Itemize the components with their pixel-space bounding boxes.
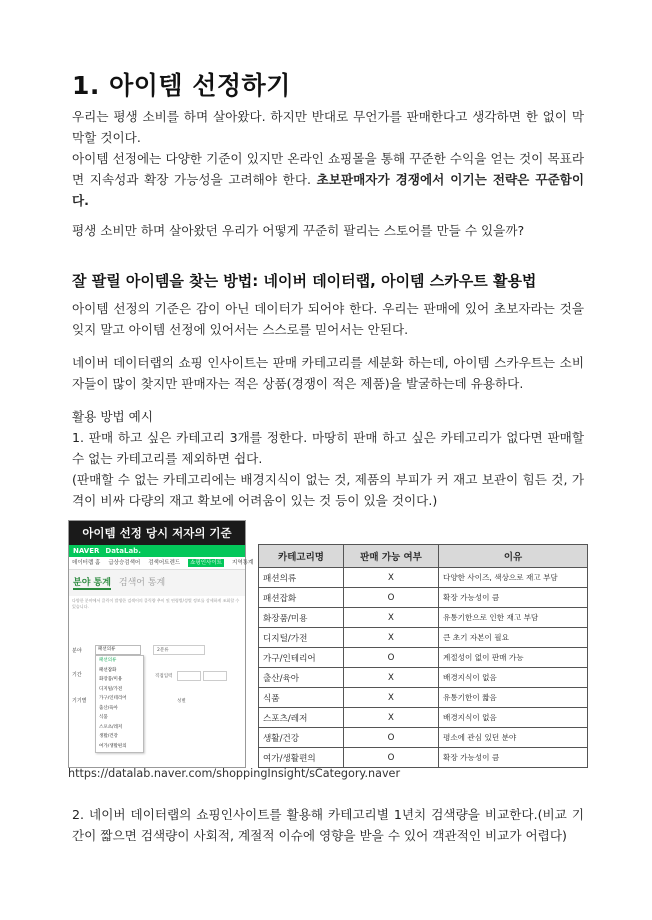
- cell-sellable: X: [344, 708, 439, 728]
- dropdown-item: 패션의류: [99, 658, 117, 663]
- menu-item: 검색어트렌드: [148, 560, 181, 566]
- cell-reason: 유통기한이 짧음: [439, 688, 588, 708]
- method-title: 활용 방법 예시: [72, 409, 153, 424]
- step-1: 1. 판매 하고 싶은 카테고리 3개를 정한다. 마땅히 판매 하고 싶은 카테고리가 없다면 판매할 수 없는 카테고리를 제외하면 쉽다.: [72, 430, 584, 466]
- cell-category: 스포츠/레저: [259, 708, 344, 728]
- date-box: [203, 671, 227, 681]
- subcategory-label: 2분류: [157, 648, 169, 653]
- naver-logo: NAVER: [73, 547, 100, 555]
- cell-category: 패션의류: [259, 568, 344, 588]
- dropdown-item: 출산/육아: [99, 705, 118, 711]
- table-row: [259, 728, 588, 748]
- cell-category: 출산/육아: [259, 668, 344, 688]
- cell-category: 가구/인테리어: [259, 648, 344, 668]
- row-label-device: 기기별: [72, 698, 87, 704]
- cell-category: 여가/생활편의: [259, 748, 344, 768]
- table-row: [259, 748, 588, 768]
- table-row: [259, 608, 588, 628]
- section-paragraph-1: 아이템 선정의 기준은 감이 아닌 데이터가 되어야 한다. 우리는 판매에 있어 초보자라는 것을 잊지 말고 아이템 선정에 있어서는 스스로를 믿어서는 안된다.: [72, 301, 584, 337]
- cell-sellable: X: [344, 668, 439, 688]
- step-1-note: (판매할 수 없는 카테고리에는 배경지식이 없는 것, 제품의 부피가 커 재고 보관이 힘든 것, 가격이 비싸 다량의 재고 확보에 어려움이 있는 것 등이 있을 것이다.): [72, 472, 584, 508]
- intro-paragraph-2-bold: 초보판매자가 경쟁에서 이기는 전략은 꾸준함이다.: [72, 172, 584, 208]
- row-label-period: 기간: [72, 672, 82, 678]
- cell-sellable: X: [344, 628, 439, 648]
- datalab-tabs: [69, 570, 245, 596]
- cell-category: 식품: [259, 688, 344, 708]
- table-row: [259, 588, 588, 608]
- dropdown-item: 식품: [99, 715, 108, 720]
- menu-item: 데이터랩 홈: [72, 560, 101, 566]
- intro-paragraph-2-text: 아이템 선정에는 다양한 기준이 있지만 온라인 쇼핑몰을 통해 꾸준한 수익을 얻는 것이 목표라면 지속성과 확장 가능성을 고려해야 한다.: [72, 151, 584, 187]
- dropdown-item: 여가/생활편의: [99, 743, 127, 749]
- tab-category-stats: 분야 통계: [73, 578, 111, 588]
- row-label-category: 분야: [72, 648, 82, 654]
- header-reason: 이유: [439, 545, 588, 568]
- gender-label: 성별: [177, 699, 186, 704]
- cell-sellable: X: [344, 688, 439, 708]
- cell-category: 패션잡화: [259, 588, 344, 608]
- datalab-screenshot: [68, 520, 254, 768]
- cell-reason: 배경지식이 없음: [439, 708, 588, 728]
- cell-category: 디지털/가전: [259, 628, 344, 648]
- naver-header: [69, 545, 245, 557]
- datalab-logo: DataLab.: [105, 547, 141, 555]
- cell-reason: 평소에 관심 있던 분야: [439, 728, 588, 748]
- page-title: 1. 아이템 선정하기: [72, 71, 291, 100]
- cell-reason: 다양한 사이즈, 색상으로 재고 부담: [439, 568, 588, 588]
- cell-reason: 확장 가능성이 큼: [439, 748, 588, 768]
- screenshot-caption: 아이템 선정 당시 저자의 기준: [69, 521, 245, 545]
- table-row: [259, 648, 588, 668]
- source-url: https://datalab.naver.com/shoppingInsight/sCategory.naver: [68, 767, 401, 780]
- category-table: [258, 544, 588, 768]
- cell-reason: 배경지식이 없음: [439, 668, 588, 688]
- cell-sellable: X: [344, 568, 439, 588]
- cell-sellable: O: [344, 648, 439, 668]
- section-heading: 잘 팔릴 아이템을 찾는 방법: 네이버 데이터랩, 아이템 스카우트 활용법: [72, 272, 537, 290]
- table-row: [259, 708, 588, 728]
- dropdown-item: 화장품/미용: [99, 677, 123, 682]
- cell-sellable: O: [344, 588, 439, 608]
- step-2: 2. 네이버 데이터랩의 쇼핑인사이트를 활용해 카테고리별 1년치 검색량을 비교한다.(비교 기간이 짧으면 검색량이 사회적, 계절적 이슈에 영향을 받을 수 있어 객관적인 비교가 어렵다): [72, 807, 584, 843]
- datalab-menu: [69, 557, 254, 570]
- category-select: 패션의류: [95, 645, 141, 655]
- header-category: 카테고리명: [259, 545, 344, 568]
- intro-paragraph-1: 우리는 평생 소비를 하며 살아왔다. 하지만 반대로 무언가를 판매한다고 생각하면 한 없이 막막할 것이다.: [72, 109, 584, 145]
- category-dropdown: [95, 655, 144, 753]
- cell-sellable: X: [344, 608, 439, 628]
- cell-reason: 계절성이 없이 판매 가능: [439, 648, 588, 668]
- cell-reason: 확장 가능성이 큼: [439, 588, 588, 608]
- table-row: [259, 668, 588, 688]
- tab-keyword-stats: 검색어 통계: [118, 578, 166, 588]
- dropdown-item: 스포츠/레저: [99, 724, 123, 730]
- menu-item: 급상승검색어: [108, 560, 141, 566]
- datalab-description: 다양한 분야에서 클릭이 발생한 검색어의 클릭량 추이 및 연령별/성별 정보를 상세하게 조회할 수 있습니다.: [72, 598, 240, 609]
- menu-item-active: 쇼핑인사이트: [190, 560, 222, 566]
- cell-sellable: O: [344, 728, 439, 748]
- date-input-label: 직접입력: [155, 674, 173, 679]
- table-row: [259, 688, 588, 708]
- cell-category: 생활/건강: [259, 728, 344, 748]
- intro-paragraph-3: 평생 소비만 하며 살아왔던 우리가 어떻게 꾸준히 팔리는 스토어를 만들 수 있을까?: [72, 223, 525, 238]
- section-paragraph-2: 네이버 데이터랩의 쇼핑 인사이트는 판매 카테고리를 세분화 하는데, 아이템 스카우트는 소비자들이 많이 찾지만 판매자는 적은 상품(경쟁이 적은 제품)을 발굴하는데 유용하다.: [72, 355, 584, 391]
- dropdown-item: 가구/인테리어: [99, 696, 127, 701]
- cell-sellable: O: [344, 748, 439, 768]
- dropdown-item: 생활/건강: [99, 734, 118, 739]
- date-box: [177, 671, 201, 681]
- cell-reason: 유통기한으로 인한 재고 부담: [439, 608, 588, 628]
- menu-item: 지역통계: [232, 560, 254, 566]
- table-row: [259, 628, 588, 648]
- cell-reason: 큰 초기 자본이 필요: [439, 628, 588, 648]
- cell-category: 화장품/미용: [259, 608, 344, 628]
- dropdown-item: 디지털/가전: [99, 686, 123, 692]
- table-row: [259, 568, 588, 588]
- table-header-row: [259, 545, 588, 568]
- header-sellable: 판매 가능 여부: [344, 545, 439, 568]
- intro-paragraph-2: [72, 148, 584, 211]
- dropdown-item: 패션잡화: [99, 667, 117, 673]
